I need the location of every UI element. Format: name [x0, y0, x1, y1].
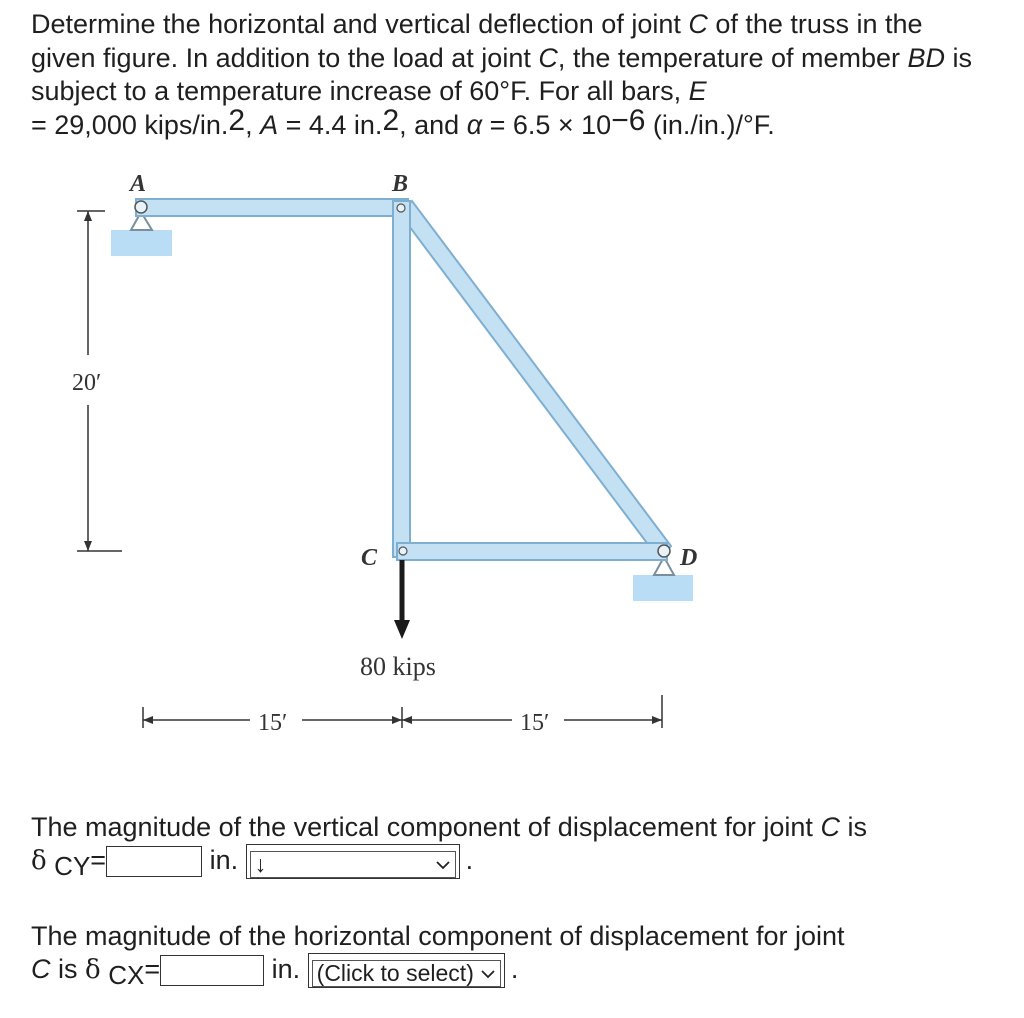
unit-label: in. [209, 845, 239, 875]
horizontal-direction-select[interactable] [308, 953, 505, 988]
vertical-direction-select[interactable] [246, 844, 460, 879]
joint-a-pin [135, 201, 147, 213]
span-left-label: 15′ [258, 710, 288, 736]
joint-c-pin [399, 547, 407, 555]
label-c: C [361, 545, 378, 571]
horizontal-displacement-input[interactable] [160, 955, 264, 986]
height-label: 20′ [72, 370, 102, 396]
delta-symbol: δ [85, 955, 101, 985]
label-d: D [680, 545, 698, 571]
load-arrow [394, 560, 410, 639]
joint-d-pin [658, 545, 670, 557]
span-right-label: 15′ [520, 710, 550, 736]
delta-symbol: δ [31, 846, 47, 876]
unit-label: in. [271, 954, 301, 984]
question-horizontal: The magnitude of the horizontal component of displacement for joint C is δ CX= in. (Click to select) . [31, 921, 845, 990]
vertical-displacement-input[interactable] [106, 846, 202, 877]
span-dimension [143, 695, 662, 728]
member-cd [397, 543, 667, 560]
problem-statement: Determine the horizontal and vertical deflection of joint C of the truss in the given figure. In addition to the load at joint C, the temperature of member BD is subject to a temperature increase of 60°F. For all bars, E = 29,000 kips/in.$^2$, A = 4.4 in.$^2$, and $\alpha = 6.5 \times 10^{-6}$ (in./in.)/°F. [31, 9, 973, 140]
member-bc [393, 201, 410, 557]
chevron-down-icon [435, 857, 451, 873]
joint-b-pin [397, 204, 405, 212]
select-value: (Click to select) [316, 960, 474, 987]
select-value: ↓ [254, 851, 267, 878]
label-a: A [130, 171, 147, 197]
label-b: B [392, 171, 409, 197]
member-ab [136, 199, 408, 216]
load-label: 80 kips [360, 652, 436, 681]
pin-support-a [111, 212, 172, 256]
question-vertical: The magnitude of the vertical component of displacement for joint C is δ CY= in. ↓ . [31, 812, 867, 881]
chevron-down-icon [480, 966, 496, 982]
member-bd [400, 201, 671, 559]
